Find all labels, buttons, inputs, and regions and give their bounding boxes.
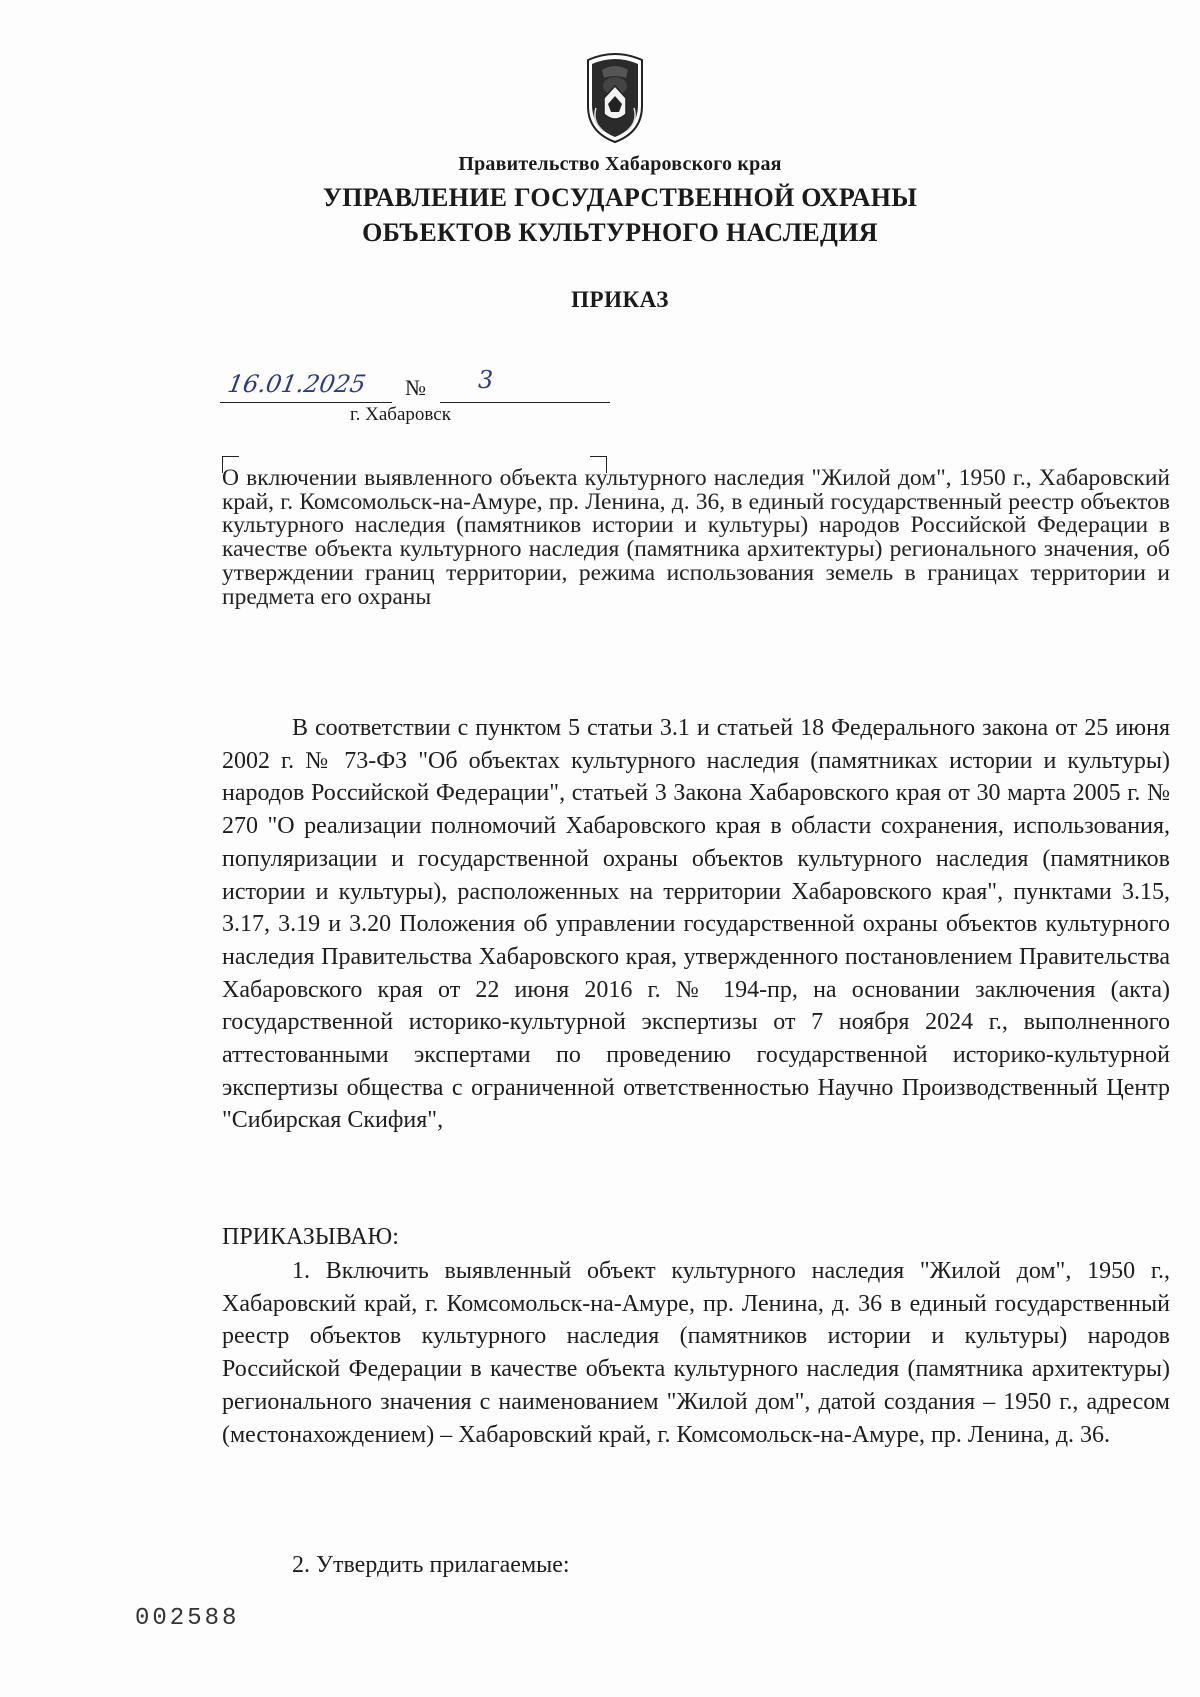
order-number: 3 (478, 366, 494, 394)
number-underline (440, 402, 610, 403)
order-date: 16.01.2025 (225, 370, 368, 398)
order-item-1: 1. Включить выявленный объект культурного наследия "Жилой дом", 1950 г., Хабаровский край, г. Комсомольск-на-Амуре, пр. Ленина, д. 36 в единый государственный реестр объектов культурного наследия (памятников истории и культуры) народов Российской Федерации в качестве объекта культурного наследия (памятника архитектуры) регионального значения с наименованием "Жилой дом", датой создания – 1950 г., адресом (местонахождением) – Хабаровский край, г. Комсомольск-на-Амуре, пр. Ленина, д. 36. (222, 1258, 1170, 1448)
order-word: ПРИКАЗЫВАЮ: (222, 1224, 399, 1250)
issue-city: г. Хабаровск (350, 404, 451, 425)
department-name-line2: ОБЪЕКТОВ КУЛЬТУРНОГО НАСЛЕДИЯ (362, 218, 878, 247)
number-sign: № (405, 375, 426, 400)
order-item-2: 2. Утвердить прилагаемые: (292, 1552, 570, 1578)
preamble-paragraph: В соответствии с пунктом 5 статьи 3.1 и статьей 18 Федерального закона от 25 июня 2002 г. № 73-ФЗ "Об объектах культурного наследия (памятниках истории и культуры) народов Российской Федерации", статьей 3 Закона Хабаровского края от 30 марта 2005 г. № 270 "О реализации полномочий Хабаровского края в области сохранения, использования, популяризации и государственной охраны объектов культурного наследия (памятников истории и культуры), расположенных на территории Хабаровского края", пунктами 3.15, 3.17, 3.19 и 3.20 Положения об управлении государственной охраны объектов культурного наследия Правительства Хабаровского края, утвержденного постановлением Правительства Хабаровского края от 22 июня 2016 г. № 194-пр, на основании заключения (акта) государственной историко-культурной экспертизы от 7 ноября 2024 г., выполненного аттестованными экспертами по проведению государственной историко-культурной экспертизы общества с ограниченной ответственностью Научно Производственный Центр "Сибирская Скифия", (222, 715, 1170, 1134)
form-serial-number: 002588 (135, 1605, 240, 1632)
document-type: ПРИКАЗ (571, 287, 669, 312)
department-name-line1: УПРАВЛЕНИЕ ГОСУДАРСТВЕННОЙ ОХРАНЫ (322, 183, 918, 212)
order-subject: О включении выявленного объекта культурного наследия "Жилой дом", 1950 г., Хабаровский край, г. Комсомольск-на-Амуре, пр. Ленина, д. 36, в единый государственный реестр объектов культурного наследия (памятников истории и культуры) народов Российской Федерации в качестве объекта культурного наследия (памятника архитектуры) регионального значения, об утверждении границ территории, режима использования земель в границах территории и предмета его охраны (222, 465, 1170, 610)
government-name: Правительство Хабаровского края (458, 153, 782, 175)
coat-of-arms-icon (578, 46, 652, 146)
date-underline (220, 402, 392, 403)
